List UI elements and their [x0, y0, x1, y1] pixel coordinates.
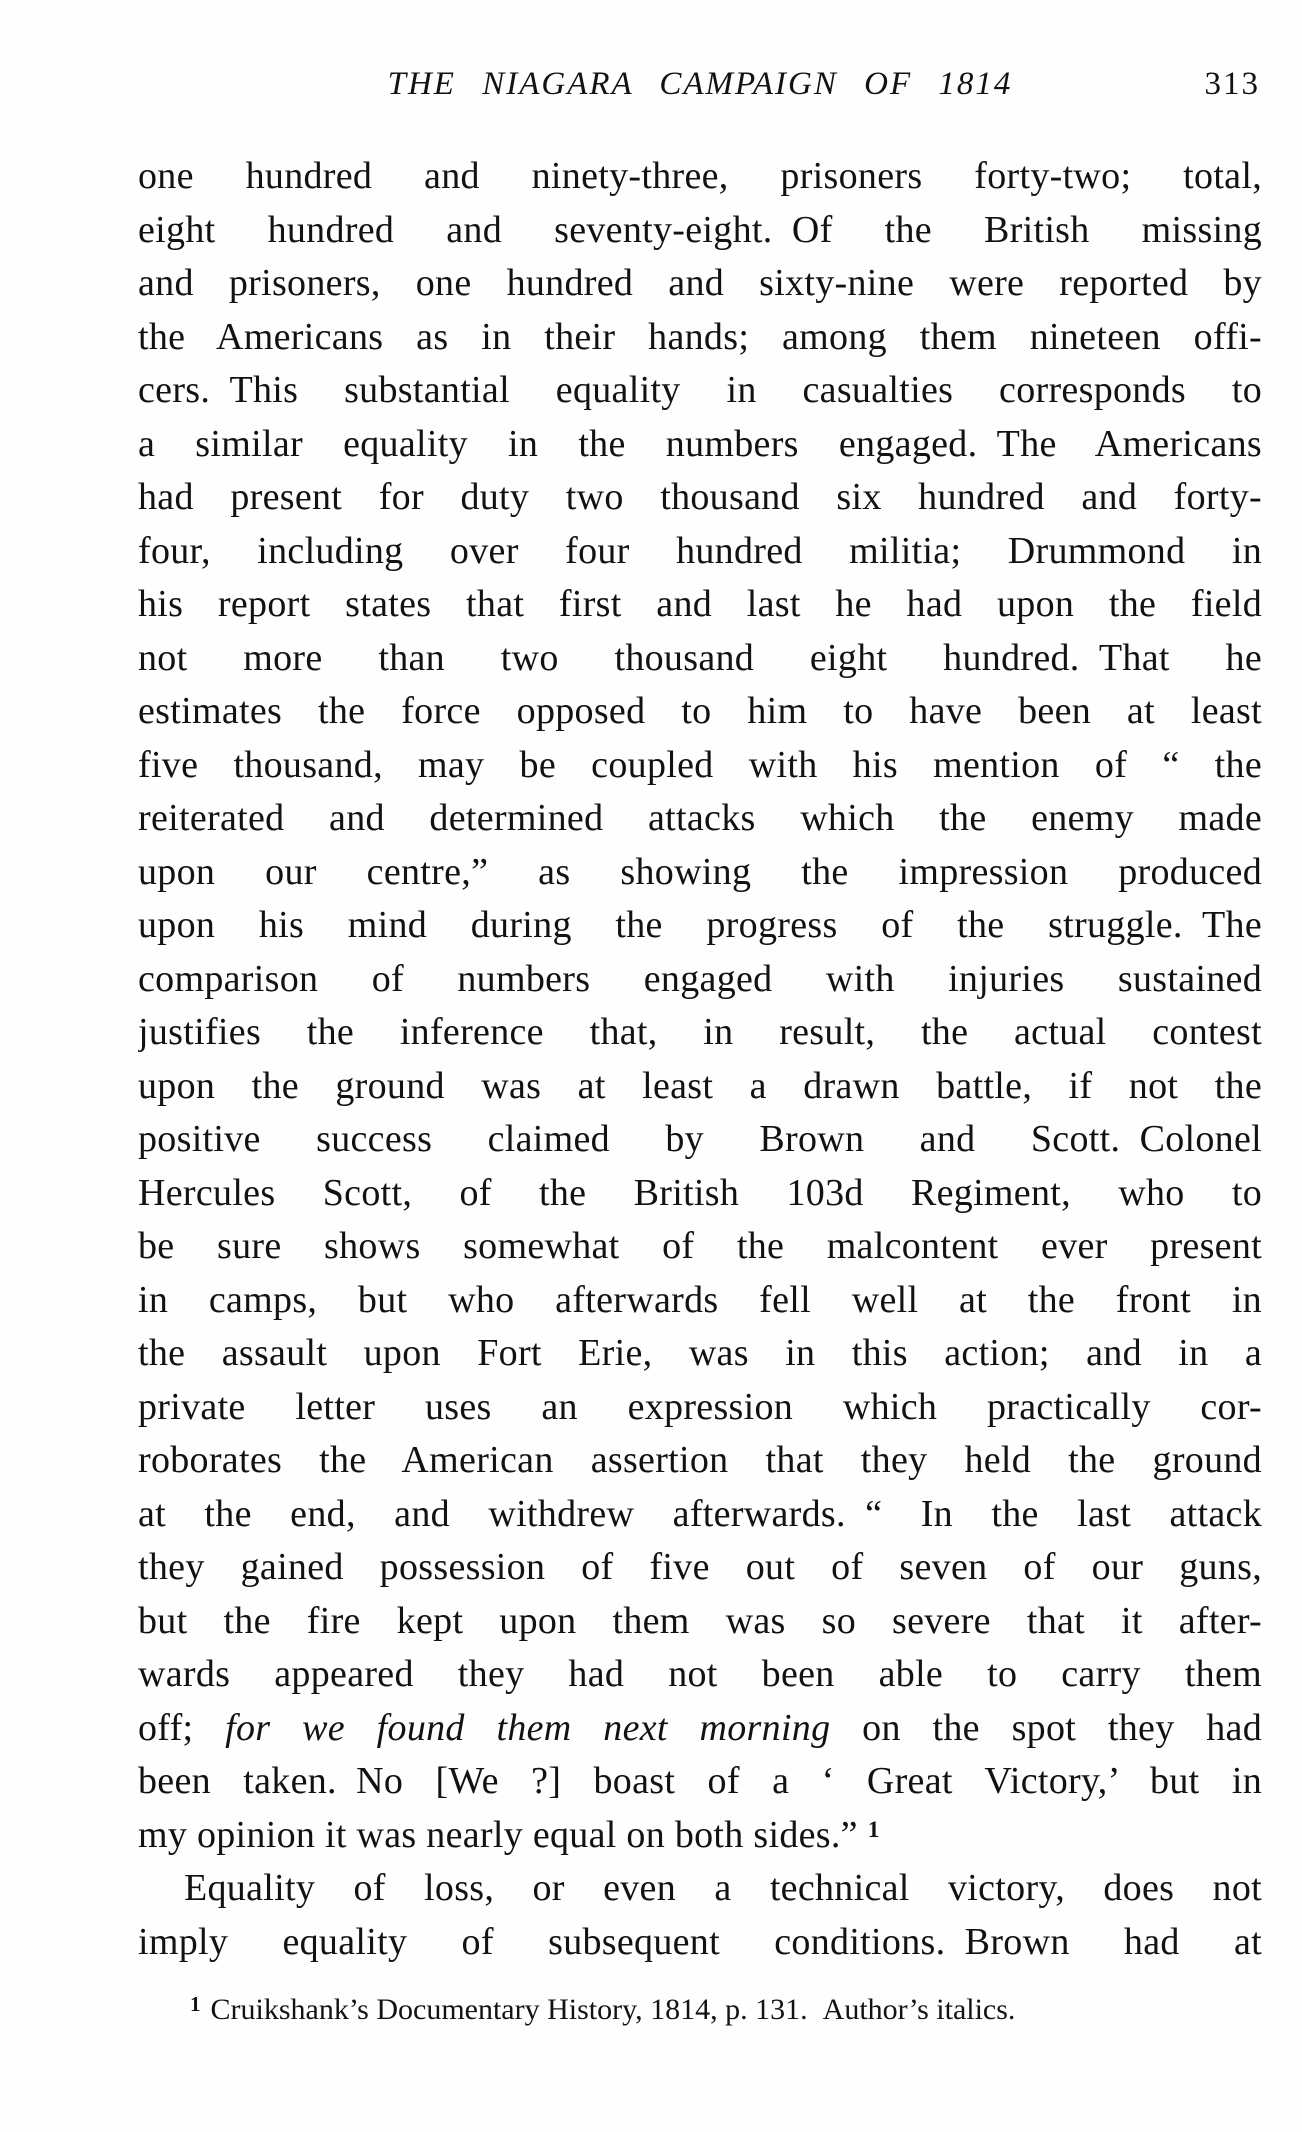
text-segment: the Americans as in their hands; among them nineteen offi- — [138, 315, 1262, 358]
text-line — [138, 1595, 1262, 1649]
text-segment: imply equality of subsequent conditions. Brown had at — [138, 1920, 1262, 1963]
footnote-text: Cruikshank’s Documentary History, 1814, p. 131. Author’s italics. — [210, 1993, 1016, 2026]
text-segment: justifies the inference that, in result, the actual contest — [138, 1011, 1262, 1053]
footnote — [138, 1990, 1262, 2030]
text-segment: comparison of numbers engaged with injuries sustained — [138, 957, 1262, 1000]
footnote-ref: 1 — [867, 1816, 880, 1842]
text-segment: not more than two thousand eight hundred. That he — [138, 636, 1262, 679]
text-line — [138, 1809, 1262, 1863]
italic-quote: for we found them next morning — [225, 1706, 831, 1749]
text-line — [138, 1488, 1262, 1542]
text-segment: roborates the American assertion that they held the ground — [138, 1439, 1262, 1481]
text-segment: at the end, and withdrew afterwards. “ In the last attack — [138, 1492, 1262, 1535]
text-line — [138, 1755, 1262, 1809]
text-segment: been taken. No [We ?] boast of a ‘ Great Victory,’ but in — [138, 1760, 1262, 1802]
text-line — [138, 525, 1262, 579]
text-segment: Hercules Scott, of the British 103d Regiment, who to — [138, 1171, 1262, 1214]
text-line — [138, 1060, 1262, 1114]
text-segment: be sure shows somewhat of the malcontent ever present — [138, 1225, 1262, 1267]
text-segment: in camps, but who afterwards fell well at the front in — [138, 1278, 1262, 1321]
text-line — [138, 1274, 1262, 1328]
running-header — [138, 64, 1262, 108]
text-segment: cers. This substantial equality in casualties corresponds to — [138, 369, 1262, 411]
text-line — [138, 1541, 1262, 1595]
text-segment: four, including over four hundred militia; Drummond in — [138, 529, 1262, 572]
text-segment: the assault upon Fort Erie, was in this action; and in a — [138, 1332, 1262, 1374]
body-lines — [138, 150, 1262, 1969]
text-line — [138, 1434, 1262, 1488]
text-segment: his report states that first and last he had upon the field — [138, 583, 1262, 625]
text-line — [138, 1381, 1262, 1435]
running-header-title: THE NIAGARA CAMPAIGN OF 1814 — [387, 66, 1013, 102]
text-segment: one hundred and ninety-three, prisoners forty-two; total, — [138, 155, 1262, 197]
text-line — [138, 1327, 1262, 1381]
text-segment: and prisoners, one hundred and sixty-nine were reported by — [138, 262, 1262, 304]
text-segment: five thousand, may be coupled with his mention of “ the — [138, 743, 1262, 786]
text-line — [138, 257, 1262, 311]
text-segment: upon his mind during the progress of the struggle. The — [138, 904, 1262, 946]
text-line — [138, 1702, 1262, 1756]
text-line — [138, 311, 1262, 365]
text-line — [138, 204, 1262, 258]
footnote-marker: 1 — [190, 1992, 201, 2016]
text-line — [138, 953, 1262, 1007]
text-segment: off; — [138, 1706, 226, 1749]
text-line — [138, 1167, 1262, 1221]
text-segment: positive success claimed by Brown and Scott. Colonel — [138, 1118, 1262, 1160]
text-segment: reiterated and determined attacks which the enemy made — [138, 797, 1262, 839]
text-segment: estimates the force opposed to him to have been at least — [138, 690, 1262, 732]
text-segment: a similar equality in the numbers engaged. The Americans — [138, 422, 1262, 465]
text-segment: Equality of loss, or even a technical victory, does not — [184, 1867, 1262, 1909]
text-line — [138, 1648, 1262, 1702]
text-line — [138, 792, 1262, 846]
text-segment: eight hundred and seventy-eight. Of the British missing — [138, 208, 1262, 251]
text-segment: wards appeared they had not been able to carry them — [138, 1653, 1262, 1695]
text-segment: had present for duty two thousand six hundred and forty- — [138, 476, 1262, 518]
text-line — [138, 632, 1262, 686]
text-line — [138, 1862, 1262, 1916]
text-line — [138, 150, 1262, 204]
text-segment: private letter uses an expression which practically cor- — [138, 1385, 1262, 1428]
text-line — [138, 899, 1262, 953]
text-line — [138, 471, 1262, 525]
text-line — [138, 578, 1262, 632]
text-segment: upon the ground was at least a drawn battle, if not the — [138, 1064, 1262, 1107]
text-line — [138, 739, 1262, 793]
text-segment: they gained possession of five out of seven of our guns, — [138, 1546, 1262, 1588]
text-line — [138, 364, 1262, 418]
text-line — [138, 1916, 1262, 1970]
text-segment: my opinion it was nearly equal on both sides.” — [138, 1813, 858, 1856]
text-segment: but the fire kept upon them was so severe that it after- — [138, 1599, 1262, 1642]
text-line — [138, 1220, 1262, 1274]
page-number: 313 — [1204, 66, 1260, 102]
text-line — [138, 1113, 1262, 1167]
text-line — [138, 1006, 1262, 1060]
text-segment: upon our centre,” as showing the impression produced — [138, 850, 1262, 893]
text-line — [138, 685, 1262, 739]
text-segment: on the spot they had — [830, 1706, 1262, 1749]
text-line — [138, 846, 1262, 900]
text-line — [138, 418, 1262, 472]
